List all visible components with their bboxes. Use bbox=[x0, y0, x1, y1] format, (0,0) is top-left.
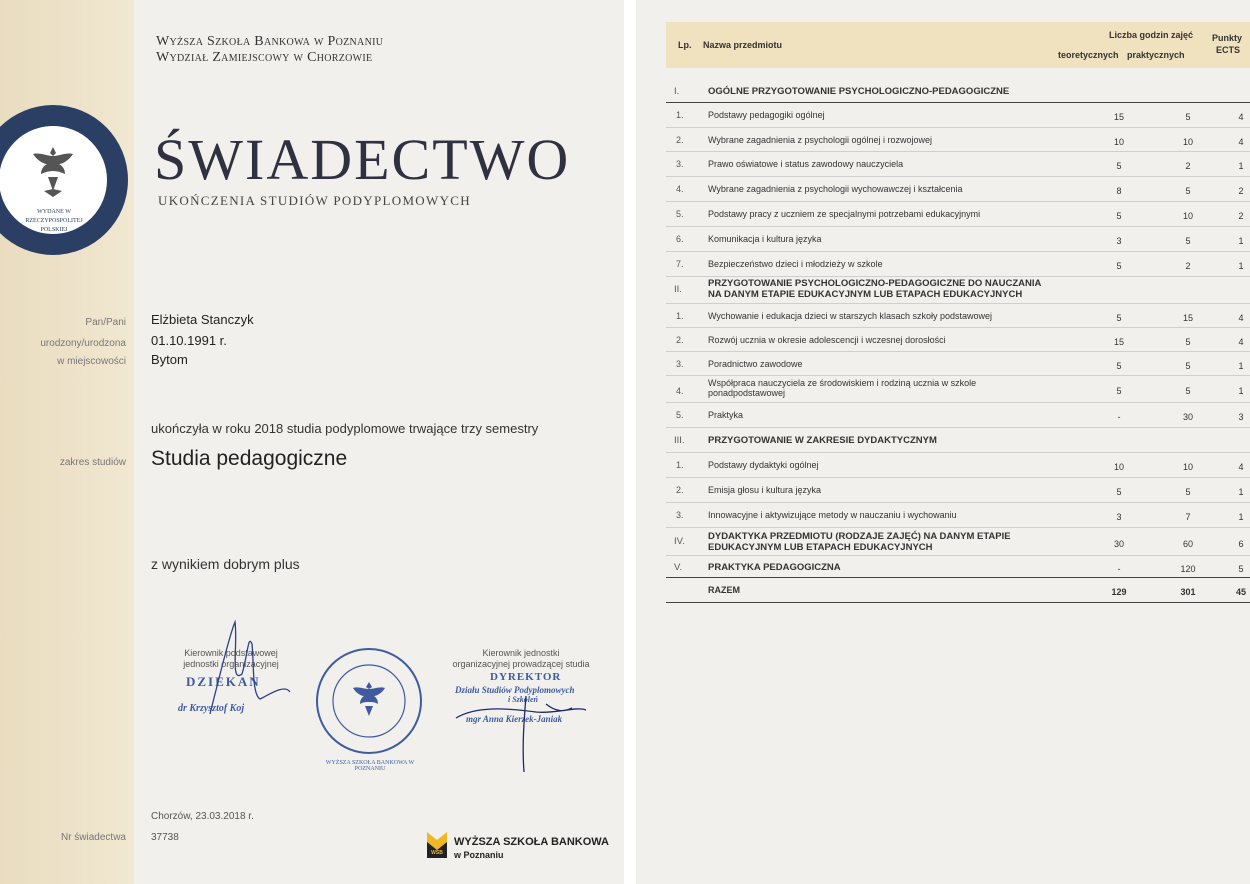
eagle-emblem-icon bbox=[30, 143, 76, 203]
subject-name-line1: Współpraca nauczyciela ze środowiskiem i rodziną ucznia w szkole bbox=[708, 378, 977, 388]
subject-name bbox=[708, 335, 946, 345]
table-row bbox=[666, 304, 1250, 328]
practice-hours: 10 bbox=[1182, 211, 1193, 221]
row-number: 2. bbox=[676, 334, 684, 345]
theory-hours: 5 bbox=[1116, 487, 1122, 497]
practice-hours: 5 bbox=[1185, 487, 1191, 497]
subject-name-line1: Prawo oświatowe i status zawodowy nauczyciela bbox=[708, 159, 904, 169]
subject-name bbox=[708, 110, 825, 120]
certificate-front-page bbox=[0, 0, 624, 884]
header-subject-name: Nazwa przedmiotu bbox=[703, 40, 783, 50]
row-number: 2. bbox=[676, 134, 684, 145]
subject-name bbox=[708, 585, 740, 595]
ects-points: 1 bbox=[1238, 161, 1244, 171]
row-number: 2. bbox=[676, 485, 684, 495]
practice-hours: 5 bbox=[1185, 236, 1191, 246]
theory-hours: 5 bbox=[1116, 386, 1122, 396]
subject-name bbox=[708, 410, 743, 420]
ects-points: 2 bbox=[1238, 186, 1244, 196]
table-row bbox=[666, 578, 1250, 603]
theory-hours: 3 bbox=[1116, 236, 1122, 246]
theory-hours: 129 bbox=[1111, 587, 1127, 597]
label-scope: zakres studiów bbox=[59, 457, 126, 468]
theory-hours: 5 bbox=[1116, 211, 1122, 221]
label-name: Pan/Pani bbox=[85, 317, 126, 328]
row-number: 1. bbox=[676, 460, 684, 470]
subject-name-line2: NA DANYM ETAPIE EDUKACYJNYM LUB ETAPACH EDUKACYJNYCH bbox=[708, 289, 1023, 300]
ects-points: 4 bbox=[1238, 312, 1244, 323]
row-number: 1. bbox=[676, 310, 684, 321]
subject-name bbox=[708, 159, 903, 169]
director-stamp-name: mgr Anna Kierzek-Janiak bbox=[466, 714, 563, 724]
director-stamp-dept: Działu Studiów Podyplomowych bbox=[455, 685, 575, 695]
label-place: w miejscowości bbox=[57, 356, 126, 367]
table-row bbox=[666, 152, 1250, 177]
completion-statement: ukończyła w roku 2018 studia podyplomowe trwające trzy semestry bbox=[151, 421, 539, 436]
theory-hours: 15 bbox=[1113, 112, 1124, 122]
table-row bbox=[666, 80, 1250, 103]
director-stamp-title: DYREKTOR bbox=[490, 671, 562, 683]
practice-hours: 5 bbox=[1185, 186, 1191, 196]
dean-signature-icon bbox=[190, 614, 300, 724]
theory-hours: 8 bbox=[1116, 186, 1122, 196]
certificate-back-page bbox=[636, 0, 1250, 884]
certificate-number: 37738 bbox=[151, 832, 179, 843]
subject-name-line1: Wybrane zagadnienia z psychologii wychowawczej i kształcenia bbox=[708, 184, 963, 194]
subject-name-line2: EDUKACYJNYM LUB ETAPACH EDUKACYJNYCH bbox=[708, 542, 933, 553]
subject-name bbox=[708, 435, 937, 446]
practice-hours: 120 bbox=[1180, 563, 1196, 574]
ects-points: 4 bbox=[1238, 136, 1244, 147]
ects-points: 1 bbox=[1238, 386, 1244, 396]
ects-points: 4 bbox=[1238, 462, 1244, 472]
practice-hours: 15 bbox=[1182, 312, 1193, 323]
subject-name-line1: Wybrane zagadnienia z psychologii ogólnej i rozwojowej bbox=[708, 134, 933, 145]
practice-hours: 10 bbox=[1182, 462, 1193, 472]
header-hours: Liczba godzin zajęć bbox=[1109, 30, 1194, 40]
subject-name bbox=[708, 278, 1041, 300]
table-row bbox=[666, 276, 1250, 304]
row-number: 1. bbox=[676, 110, 684, 120]
label-born: urodzony/urodzona bbox=[40, 338, 126, 349]
subject-name bbox=[708, 562, 841, 573]
studies-name: Studia pedagogiczne bbox=[151, 447, 348, 470]
subject-name-line1: Wychowanie i edukacja dzieci w starszych klasach szkoły podstawowej bbox=[708, 310, 993, 321]
subject-name bbox=[708, 460, 819, 470]
table-row bbox=[666, 428, 1250, 453]
dean-stamp-name: dr Krzysztof Koj bbox=[178, 703, 245, 714]
ects-points: 5 bbox=[1238, 563, 1244, 574]
practice-hours: 2 bbox=[1185, 161, 1191, 171]
theory-hours: 3 bbox=[1116, 512, 1122, 522]
theory-hours: 5 bbox=[1116, 360, 1122, 371]
right-caption-line1: Kierownik jednostki bbox=[482, 648, 560, 658]
subject-name bbox=[708, 184, 963, 194]
ects-points: 2 bbox=[1238, 211, 1244, 221]
subject-name-line1: Podstawy dydaktyki ogólnej bbox=[708, 460, 819, 470]
ects-points: 4 bbox=[1238, 336, 1244, 347]
right-signature-caption bbox=[446, 648, 596, 670]
subject-name bbox=[708, 359, 803, 369]
document-subtitle: UKOŃCZENIA STUDIÓW PODYPLOMOWYCH bbox=[158, 193, 471, 208]
subject-name-line1: Poradnictwo zawodowe bbox=[708, 358, 803, 369]
subject-name-line1: Podstawy pracy z uczniem ze specjalnymi potrzebami edukacyjnymi bbox=[708, 209, 981, 219]
round-stamp-text: WYŻSZA SZKOŁA BANKOWA W POZNANIU bbox=[325, 760, 415, 772]
subject-name-line1: Rozwój ucznia w okresie adolescencji i wczesnej dorosłości bbox=[708, 334, 946, 345]
ects-points: 1 bbox=[1238, 360, 1244, 371]
header-points: Punkty bbox=[1212, 33, 1243, 43]
row-number: 4. bbox=[676, 386, 684, 396]
practice-hours: 5 bbox=[1185, 386, 1191, 396]
subject-name-line1: Innowacyjne i aktywizujące metody w nauczaniu i wychowaniu bbox=[708, 510, 957, 520]
subject-name bbox=[708, 531, 1011, 553]
ects-points: 1 bbox=[1238, 487, 1244, 497]
ects-points: 3 bbox=[1238, 412, 1244, 422]
subject-name bbox=[708, 485, 821, 495]
right-caption-line2: organizacyjnej prowadzącej studia bbox=[452, 659, 590, 669]
practice-hours: 7 bbox=[1185, 512, 1191, 522]
theory-hours: 30 bbox=[1113, 539, 1124, 549]
theory-hours: 10 bbox=[1113, 136, 1124, 147]
row-number: IV. bbox=[674, 536, 685, 547]
subject-name-line1: Komunikacja i kultura języka bbox=[708, 234, 822, 244]
dean-stamp-title: DZIEKAN bbox=[186, 674, 261, 689]
subject-name bbox=[708, 209, 980, 219]
practice-hours: 2 bbox=[1185, 261, 1191, 271]
subject-name-line1: DYDAKTYKA PRZEDMIOTU (RODZAJE ZAJĘĆ) NA DANYM ETAPIE bbox=[708, 531, 1011, 542]
header-theory: teoretycznych bbox=[1058, 50, 1119, 60]
table-row bbox=[666, 503, 1250, 528]
left-caption-line1: Kierownik podstawowej bbox=[184, 648, 278, 658]
row-number: 7. bbox=[676, 259, 684, 269]
table-row bbox=[666, 128, 1250, 152]
left-caption-line2: jednostki organizacyjnej bbox=[183, 659, 279, 669]
theory-hours: 5 bbox=[1116, 312, 1122, 323]
subject-name-line1: Praktyka bbox=[708, 410, 744, 420]
header-ects: ECTS bbox=[1216, 45, 1241, 55]
ects-points: 6 bbox=[1238, 539, 1244, 549]
table-row bbox=[666, 453, 1250, 478]
row-number: II. bbox=[674, 283, 682, 295]
row-number: 6. bbox=[676, 234, 684, 244]
footer-university-name: WYŻSZA SZKOŁA BANKOWA bbox=[454, 836, 610, 848]
row-number: V. bbox=[674, 561, 683, 573]
birth-date: 01.10.1991 r. bbox=[151, 333, 227, 348]
document-title: ŚWIADECTWO bbox=[154, 127, 571, 192]
table-row bbox=[666, 352, 1250, 376]
practice-hours: 5 bbox=[1185, 360, 1191, 371]
theory-hours: - bbox=[1117, 412, 1121, 422]
subject-name bbox=[708, 234, 822, 244]
row-number: III. bbox=[674, 435, 685, 446]
practice-hours: 60 bbox=[1182, 539, 1193, 549]
theory-hours: 15 bbox=[1113, 336, 1124, 347]
row-number: I. bbox=[674, 86, 680, 97]
subject-name bbox=[708, 311, 992, 321]
ects-points: 1 bbox=[1238, 512, 1244, 522]
seal-text: WYDANE W RZECZYPOSPOLITEJ POLSKIEJ bbox=[25, 209, 83, 233]
table-row bbox=[666, 177, 1250, 202]
footer-city: w Poznaniu bbox=[454, 850, 504, 860]
table-row bbox=[666, 252, 1250, 277]
ects-points: 1 bbox=[1238, 261, 1244, 271]
subject-name bbox=[708, 259, 883, 269]
theory-hours: 5 bbox=[1116, 161, 1122, 171]
ects-points: 4 bbox=[1238, 112, 1244, 122]
subject-name bbox=[708, 135, 932, 145]
subject-name-line1: Bezpieczeństwo dzieci i młodzieży w szkole bbox=[708, 259, 883, 269]
table-row bbox=[666, 328, 1250, 352]
subject-name-line1: PRZYGOTOWANIE PSYCHOLOGICZNO-PEDAGOGICZNE DO NAUCZANIA bbox=[708, 278, 1042, 289]
header-lp: Lp. bbox=[678, 40, 692, 50]
row-number: 4. bbox=[676, 184, 684, 194]
place-and-date: Chorzów, 23.03.2018 r. bbox=[151, 811, 254, 822]
subject-name bbox=[708, 86, 1009, 97]
director-stamp-dept2: i Szkoleń bbox=[508, 695, 539, 704]
subject-name-line1: Podstawy pedagogiki ogólnej bbox=[708, 110, 825, 120]
table-row bbox=[666, 478, 1250, 503]
row-number: 5. bbox=[676, 209, 684, 219]
final-grade: z wynikiem dobrym plus bbox=[151, 556, 300, 572]
subjects-table-header bbox=[666, 22, 1250, 68]
label-cert-number: Nr świadectwa bbox=[60, 832, 126, 843]
subject-name bbox=[708, 378, 976, 398]
director-signature-icon bbox=[446, 686, 596, 776]
ects-points: 45 bbox=[1235, 587, 1246, 597]
practice-hours: 10 bbox=[1182, 136, 1193, 147]
practice-hours: 30 bbox=[1182, 412, 1193, 422]
subject-name-line2: ponadpodstawowej bbox=[708, 388, 786, 398]
table-row bbox=[666, 529, 1250, 556]
subject-name-line1: PRZYGOTOWANIE W ZAKRESIE DYDAKTYCZNYM bbox=[708, 435, 937, 446]
theory-hours: 5 bbox=[1116, 261, 1122, 271]
theory-hours: 10 bbox=[1113, 462, 1124, 472]
university-name: Wyższa Szkoła Bankowa w Poznaniu bbox=[156, 34, 384, 49]
header-practice: praktycznych bbox=[1127, 50, 1185, 60]
row-number: 3. bbox=[676, 358, 684, 369]
birth-place: Bytom bbox=[151, 352, 188, 367]
practice-hours: 301 bbox=[1180, 587, 1196, 597]
university-round-stamp-icon bbox=[314, 646, 424, 756]
table-row bbox=[666, 376, 1250, 403]
subject-name-line1: RAZEM bbox=[708, 585, 740, 595]
table-row bbox=[666, 403, 1250, 428]
table-row bbox=[666, 227, 1250, 252]
subject-name bbox=[708, 510, 957, 520]
table-row bbox=[666, 202, 1250, 227]
table-row bbox=[666, 103, 1250, 128]
row-number: 3. bbox=[676, 510, 684, 520]
table-row bbox=[666, 556, 1250, 578]
subject-name-line1: OGÓLNE PRZYGOTOWANIE PSYCHOLOGICZNO-PEDAGOGICZNE bbox=[708, 86, 1010, 97]
practice-hours: 5 bbox=[1185, 336, 1191, 347]
subject-name-line1: Emisja głosu i kultura języka bbox=[708, 485, 822, 495]
ects-points: 1 bbox=[1238, 236, 1244, 246]
row-number: 3. bbox=[676, 159, 684, 169]
practice-hours: 5 bbox=[1185, 112, 1191, 122]
subject-name-line1: PRAKTYKA PEDAGOGICZNA bbox=[708, 561, 841, 573]
theory-hours: - bbox=[1117, 563, 1121, 574]
holder-name: Elżbieta Stanczyk bbox=[151, 312, 254, 327]
faculty-name: Wydział Zamiejscowy w Chorzowie bbox=[156, 50, 373, 65]
row-number: 5. bbox=[676, 410, 684, 420]
wsb-logo-text: WSB bbox=[431, 850, 443, 856]
